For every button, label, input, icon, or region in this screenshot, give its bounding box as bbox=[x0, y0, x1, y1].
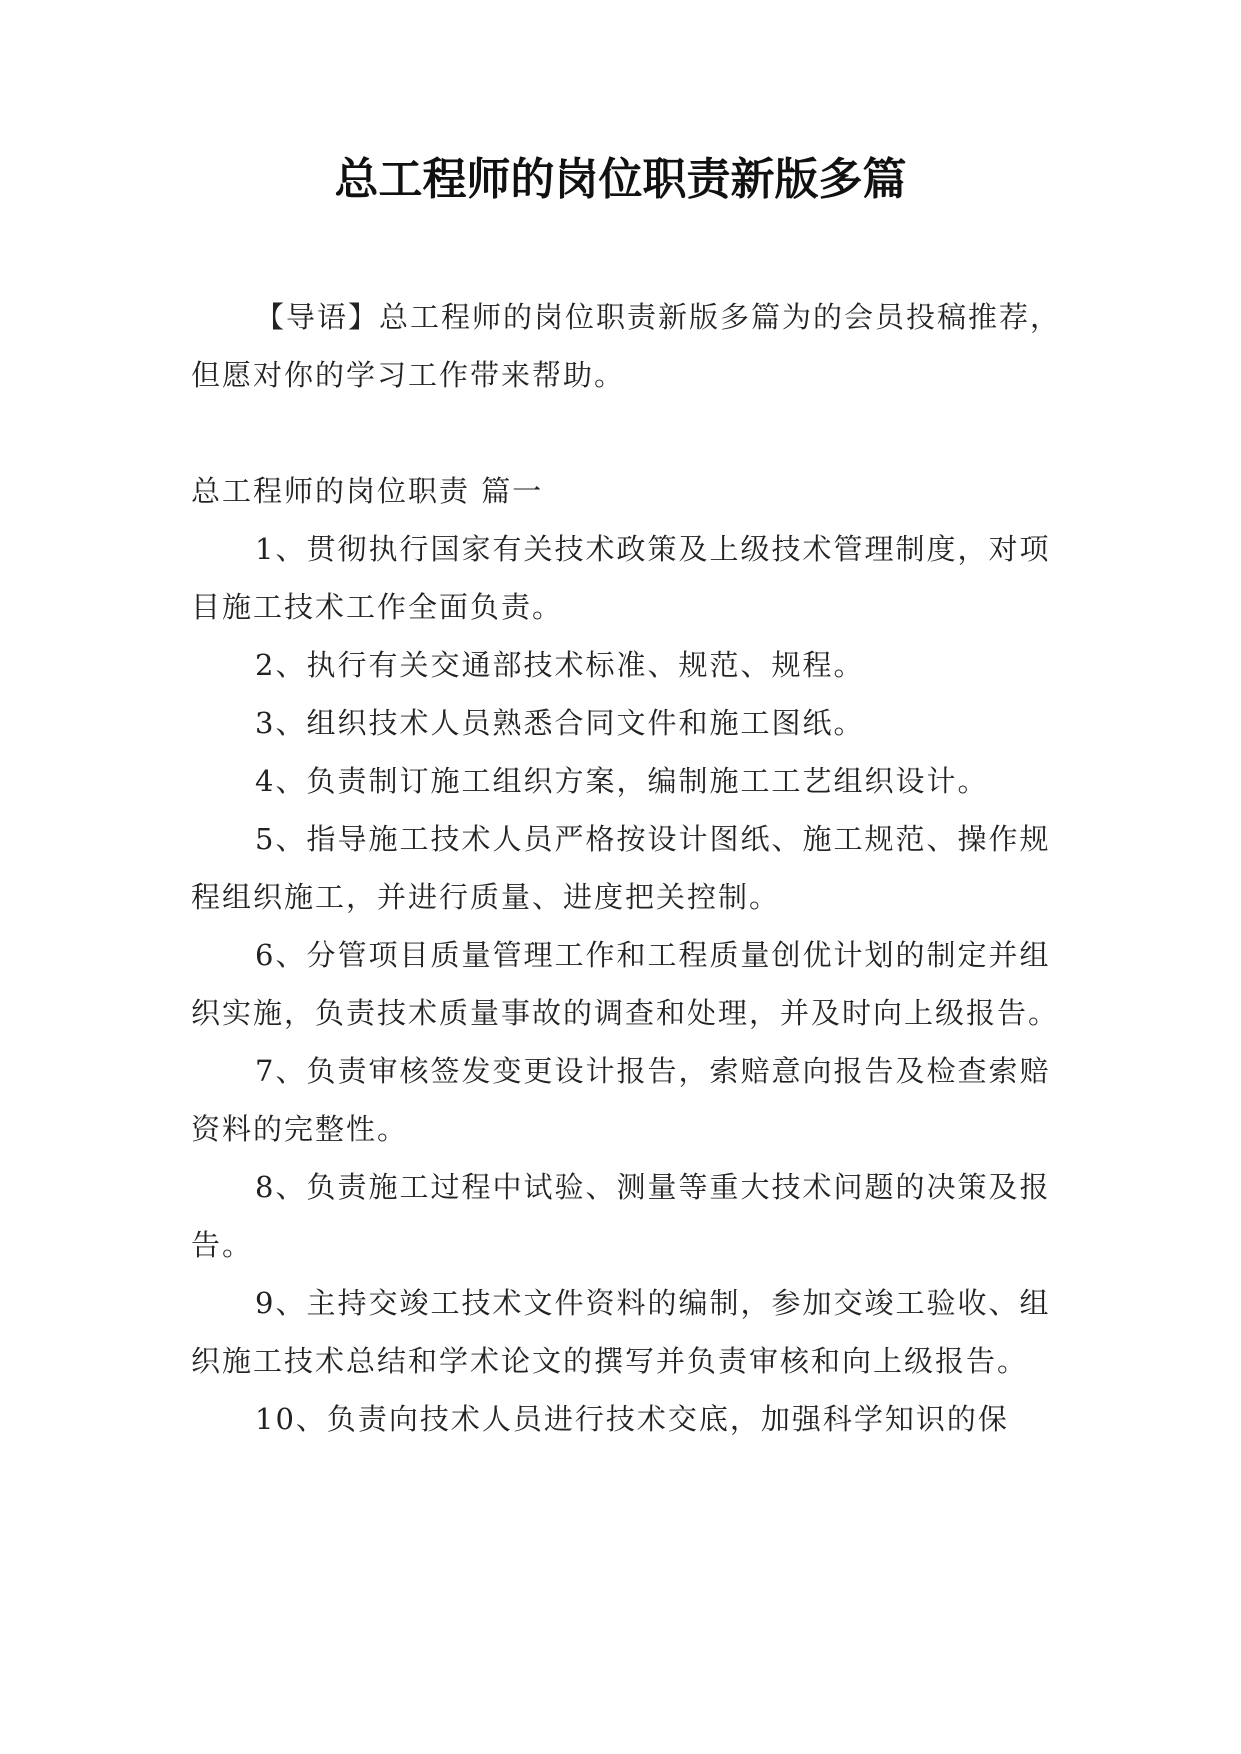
list-item: 1、贯彻执行国家有关技术政策及上级技术管理制度，对项目施工技术工作全面负责。 bbox=[191, 532, 1051, 624]
list-item: 3、组织技术人员熟悉合同文件和施工图纸。 bbox=[255, 706, 865, 740]
list-item: 5、指导施工技术人员严格按设计图纸、施工规范、操作规程组织施工，并进行质量、进度把关控制。 bbox=[191, 822, 1051, 914]
list-item: 2、执行有关交通部技术标准、规范、规程。 bbox=[255, 648, 865, 682]
intro-paragraph: 【导语】总工程师的岗位职责新版多篇为的会员投稿推荐，但愿对你的学习工作带来帮助。 bbox=[191, 300, 1062, 392]
document-body bbox=[191, 288, 1061, 1448]
list-item: 10、负责向技术人员进行技术交底，加强科学知识的保 bbox=[255, 1402, 1009, 1436]
list-item: 7、负责审核签发变更设计报告，索赔意向报告及检查索赔资料的完整性。 bbox=[191, 1054, 1051, 1146]
list-item: 8、负责施工过程中试验、测量等重大技术问题的决策及报告。 bbox=[191, 1170, 1051, 1262]
list-item: 4、负责制订施工组织方案，编制施工工艺组织设计。 bbox=[255, 764, 989, 798]
document-title: 总工程师的岗位职责新版多篇 bbox=[334, 154, 907, 205]
list-item: 9、主持交竣工技术文件资料的编制，参加交竣工验收、组织施工技术总结和学术论文的撰写并负责审核和向上级报告。 bbox=[191, 1286, 1051, 1378]
list-item: 6、分管项目质量管理工作和工程质量创优计划的制定并组织实施，负责技术质量事故的调查和处理，并及时向上级报告。 bbox=[191, 938, 1060, 1030]
section-heading: 总工程师的岗位职责 篇一 bbox=[191, 474, 544, 508]
